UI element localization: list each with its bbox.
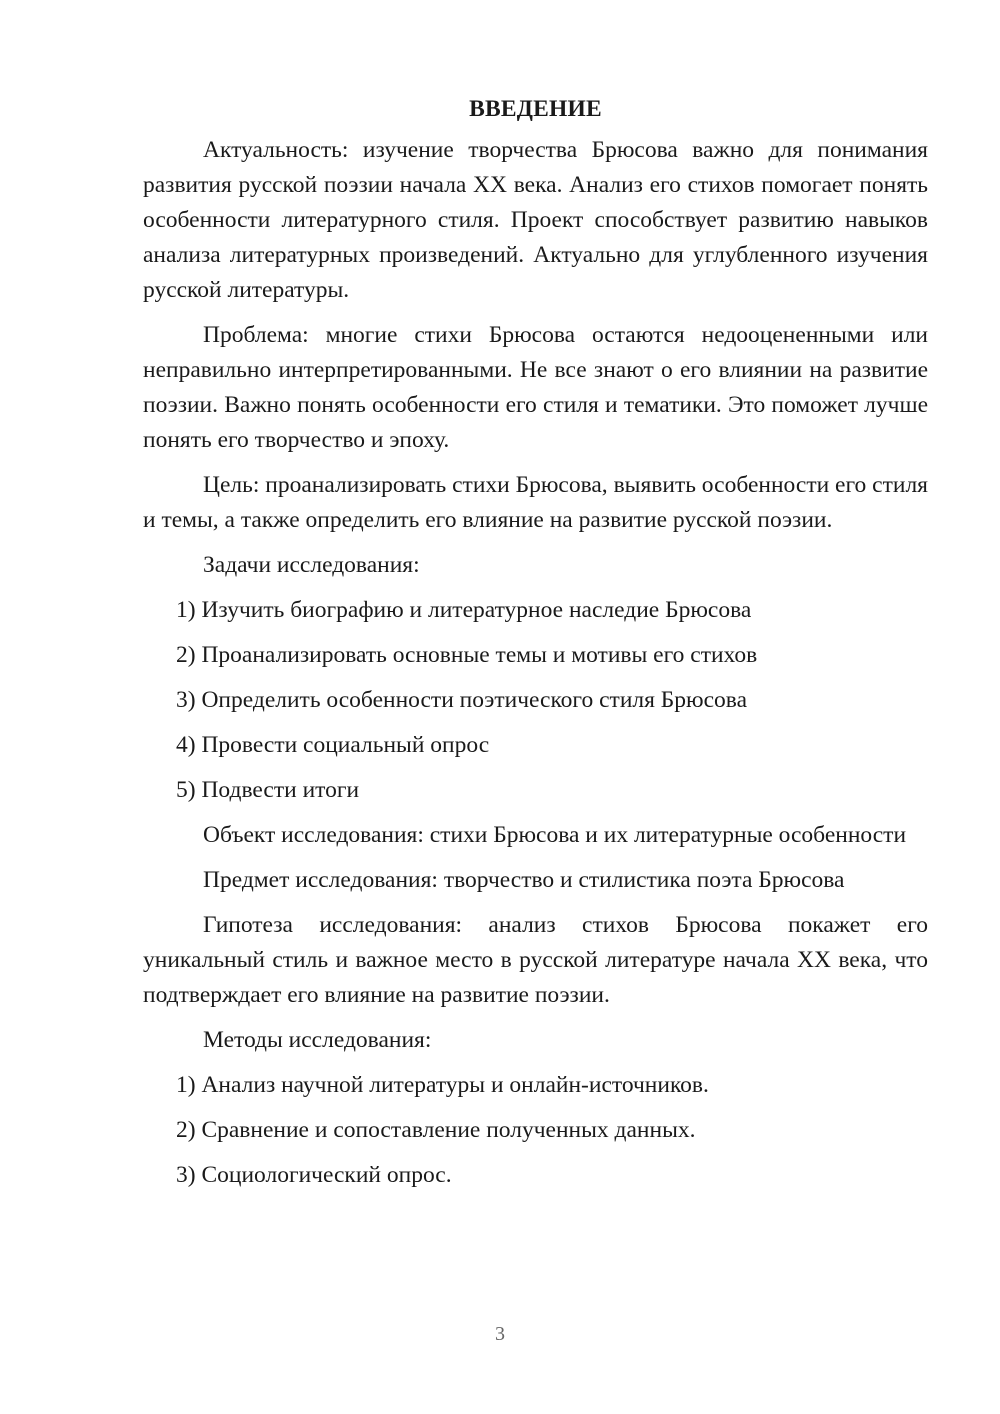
list-item: 2) Сравнение и сопоставление полученных данных.	[176, 1117, 696, 1143]
tasks-label: Задачи исследования:	[203, 552, 420, 578]
list-item: 1) Изучить биографию и литературное наследие Брюсова	[176, 597, 752, 623]
paragraph-object: Объект исследования: стихи Брюсова и их литературные особенности	[203, 822, 907, 848]
page-title: ВВЕДЕНИЕ	[469, 96, 602, 122]
list-item: 2) Проанализировать основные темы и мотивы его стихов	[176, 642, 758, 668]
paragraph-subject: Предмет исследования: творчество и стилистика поэта Брюсова	[203, 867, 845, 893]
methods-list	[143, 1068, 928, 1193]
list-item: 3) Определить особенности поэтического стиля Брюсова	[176, 687, 747, 713]
tasks-list	[143, 593, 928, 808]
list-item: 3) Социологический опрос.	[176, 1162, 452, 1188]
paragraph-goal: Цель: проанализировать стихи Брюсова, выявить особенности его стиля и темы, а также определить его влияние на развитие русской поэзии.	[143, 472, 928, 533]
page-number: 3	[495, 1323, 505, 1345]
paragraph-hypothesis: Гипотеза исследования: анализ стихов Брюсова покажет его уникальный стиль и важное место в русской литературе начала XX века, что подтверждает его влияние на развитие поэзии.	[143, 912, 928, 1008]
document-page	[143, 92, 928, 1203]
list-item: 5) Подвести итоги	[176, 777, 360, 803]
methods-label: Методы исследования:	[203, 1027, 432, 1053]
paragraph-problem: Проблема: многие стихи Брюсова остаются недооцененными или неправильно интерпретированными. Не все знают о его влиянии на развитие поэзии. Важно понять особенности его стиля и тематики. Это поможет лучше понять его творчество и эпоху.	[143, 322, 928, 453]
paragraph-relevance: Актуальность: изучение творчества Брюсова важно для понимания развития русской поэзии начала XX века. Анализ его стихов помогает понять особенности литературного стиля. Проект способствует развитию навыков анализа литературных произведений. Актуально для углубленного изучения русской литературы.	[143, 137, 928, 303]
list-item: 4) Провести социальный опрос	[176, 732, 490, 758]
list-item: 1) Анализ научной литературы и онлайн-источников.	[176, 1072, 709, 1098]
